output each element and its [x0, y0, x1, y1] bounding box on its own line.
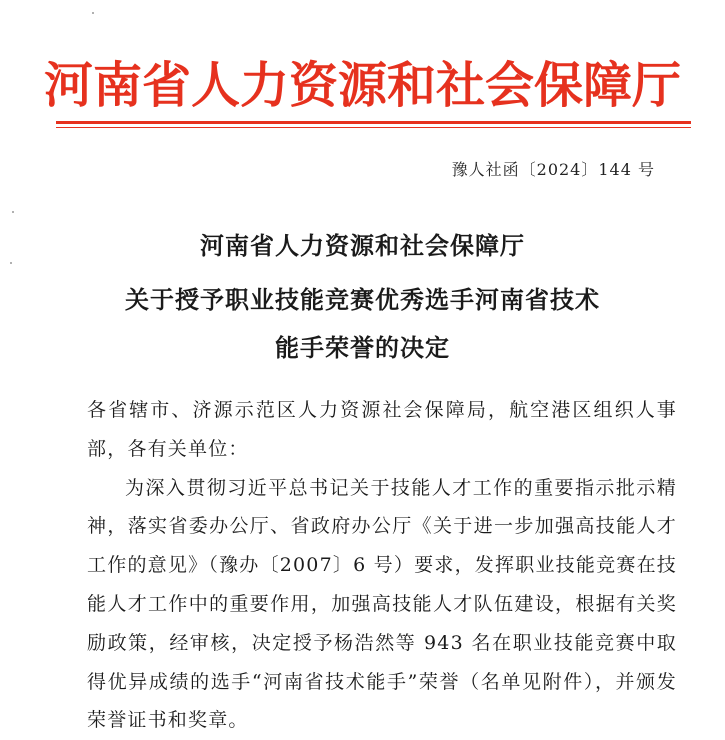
header-divider-thick	[56, 121, 691, 124]
document-title-line-1: 河南省人力资源和社会保障厅	[200, 232, 525, 260]
document-body	[87, 391, 677, 740]
scan-speck	[10, 262, 12, 264]
document-title-line-2: 关于授予职业技能竞赛优秀选手河南省技术	[125, 286, 600, 314]
salutation: 各省辖市、济源示范区人力资源社会保障局，航空港区组织人事部，各有关单位：	[87, 399, 677, 460]
issuing-organization-header: 河南省人力资源和社会保障厅	[43, 57, 681, 114]
scan-speck	[92, 12, 94, 14]
document-title-line-3: 能手荣誉的决定	[275, 334, 450, 362]
document-number: 豫人社函〔2024〕144 号	[451, 160, 655, 179]
scan-speck	[12, 211, 14, 213]
body-paragraph: 为深入贯彻习近平总书记关于技能人才工作的重要指示批示精神，落实省委办公厅、省政府办公厅《关于进一步加强高技能人才工作的意见》（豫办〔2007〕6 号）要求，发挥职业技能竞赛在技能人才工作中的重要作用，加强高技能人才队伍建设，根据有关奖励政策，经审核，决定授予杨浩然等 943 名在职业技能竞赛中取得优异成绩的选手“河南省技术能手”荣誉（名单见附件），并颁发荣誉证书和奖章。	[87, 476, 677, 732]
header-divider-thin	[56, 127, 691, 128]
